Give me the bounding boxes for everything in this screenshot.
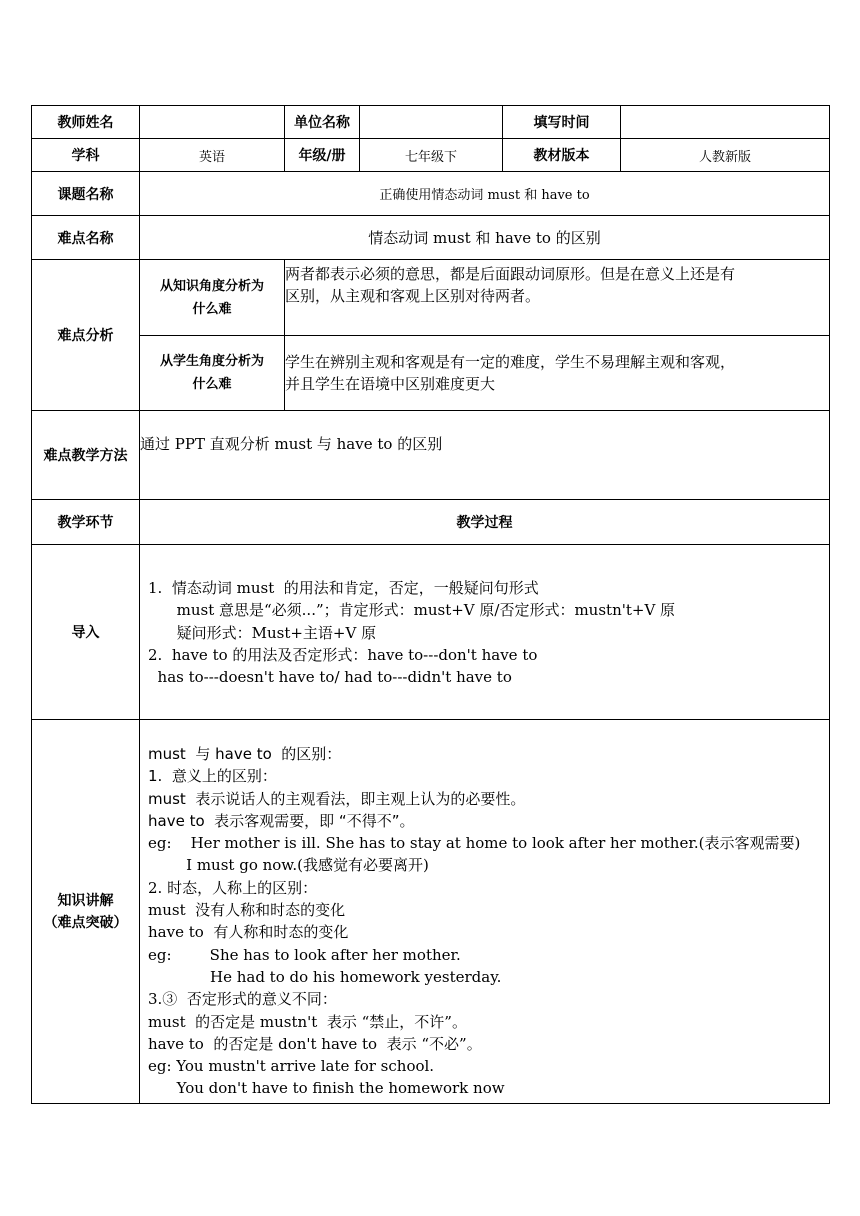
grade-label: 年级/册 — [285, 139, 360, 172]
method-label: 难点教学方法 — [32, 411, 140, 500]
knowledge-label — [32, 720, 140, 1104]
subject-label: 学科 — [32, 139, 140, 172]
teaching-stage-header: 教学环节 — [32, 500, 140, 545]
student-angle-text-line-1: 学生在辨别主观和客观是有一定的难度，学生不易理解主观和客观， — [285, 353, 736, 371]
teacher-name-value — [140, 106, 285, 139]
subject-value: 英语 — [140, 139, 285, 172]
intro-line: 2. have to 的用法及否定形式：have to---don't have to — [148, 645, 538, 664]
knowledge-line: 2. 时态，人称上的区别： — [148, 878, 318, 897]
knowledge-angle-label-line-2: 什么难 — [192, 301, 232, 317]
knowledge-angle-text-line-2: 区别，从主观和客观上区别对待两者。 — [285, 287, 541, 305]
knowledge-line: must 表示说话人的主观看法，即主观上认为的必要性。 — [148, 789, 526, 808]
header-row-1 — [32, 106, 830, 139]
knowledge-angle-label — [140, 260, 285, 336]
edition-value: 人教新版 — [621, 139, 830, 172]
knowledge-angle-text-line-1: 两者都表示必须的意思，都是后面跟动词原形。但是在意义上还是有 — [285, 265, 736, 283]
intro-line: must 意思是“必须...”；肯定形式：must+V 原/否定形式：mustn't+V 原 — [148, 601, 676, 620]
fill-date-value — [621, 106, 830, 139]
knowledge-line: eg: Her mother is ill. She has to stay at home to look after her mother.(表示客观需要) — [148, 834, 801, 853]
grade-value: 七年级下 — [360, 139, 503, 172]
knowledge-label-line-2: （难点突破） — [43, 914, 128, 931]
knowledge-line: have to 的否定是 don't have to 表示 “不必”。 — [148, 1034, 482, 1053]
knowledge-line: have to 有人称和时态的变化 — [148, 923, 349, 942]
teaching-process-header: 教学过程 — [140, 500, 830, 545]
unit-name-value — [360, 106, 503, 139]
knowledge-line: eg: She has to look after her mother. — [148, 945, 461, 964]
topic-value: 正确使用情态动词 must 和 have to — [140, 172, 830, 216]
student-angle-label-line-1: 从学生角度分析为 — [159, 354, 264, 369]
intro-label: 导入 — [32, 545, 140, 720]
knowledge-line: have to 表示客观需要，即 “不得不”。 — [148, 811, 415, 830]
teacher-name-label: 教师姓名 — [32, 106, 140, 139]
intro-line: 1. 情态动词 must 的用法和肯定，否定，一般疑问句形式 — [148, 579, 539, 597]
intro-row — [32, 545, 830, 720]
knowledge-line: 1. 意义上的区别： — [148, 767, 277, 786]
intro-line: 疑问形式：Must+主语+V 原 — [148, 623, 377, 642]
analysis-knowledge-row — [32, 260, 830, 336]
student-angle-label — [140, 336, 285, 411]
header-row-2 — [32, 139, 830, 172]
knowledge-line: must 与 have to 的区别： — [148, 745, 342, 763]
analysis-student-row — [32, 336, 830, 411]
knowledge-angle-label-line-1: 从知识角度分析为 — [159, 278, 264, 294]
difficulty-row — [32, 216, 830, 260]
student-angle-label-line-2: 什么难 — [192, 377, 232, 392]
knowledge-angle-text — [285, 260, 830, 336]
knowledge-label-line-1: 知识讲解 — [57, 892, 114, 909]
process-header-row — [32, 500, 830, 545]
method-row — [32, 411, 830, 500]
knowledge-row — [32, 720, 830, 1104]
knowledge-content — [140, 720, 830, 1104]
student-angle-text — [285, 336, 830, 411]
knowledge-line: eg: You mustn't arrive late for school. — [148, 1057, 435, 1076]
intro-content — [140, 545, 830, 720]
difficulty-value: 情态动词 must 和 have to 的区别 — [140, 216, 830, 260]
analysis-label: 难点分析 — [32, 260, 140, 411]
topic-label: 课题名称 — [32, 172, 140, 216]
knowledge-line: must 没有人称和时态的变化 — [148, 901, 346, 920]
unit-name-label: 单位名称 — [285, 106, 360, 139]
lesson-plan-table — [31, 105, 830, 1104]
edition-label: 教材版本 — [503, 139, 621, 172]
method-value: 通过 PPT 直观分析 must 与 have to 的区别 — [140, 411, 830, 500]
intro-line: has to---doesn't have to/ had to---didn't have to — [148, 668, 512, 687]
difficulty-label: 难点名称 — [32, 216, 140, 260]
knowledge-line: 3.③ 否定形式的意义不同： — [148, 990, 337, 1009]
knowledge-line: He had to do his homework yesterday. — [148, 967, 502, 986]
knowledge-line: must 的否定是 mustn't 表示 “禁止，不许”。 — [148, 1012, 467, 1031]
knowledge-line: I must go now.(我感觉有必要离开) — [148, 856, 429, 875]
student-angle-text-line-2: 并且学生在语境中区别难度更大 — [285, 375, 496, 393]
topic-row — [32, 172, 830, 216]
knowledge-line: You don't have to finish the homework now — [148, 1079, 505, 1098]
fill-date-label: 填写时间 — [503, 106, 621, 139]
